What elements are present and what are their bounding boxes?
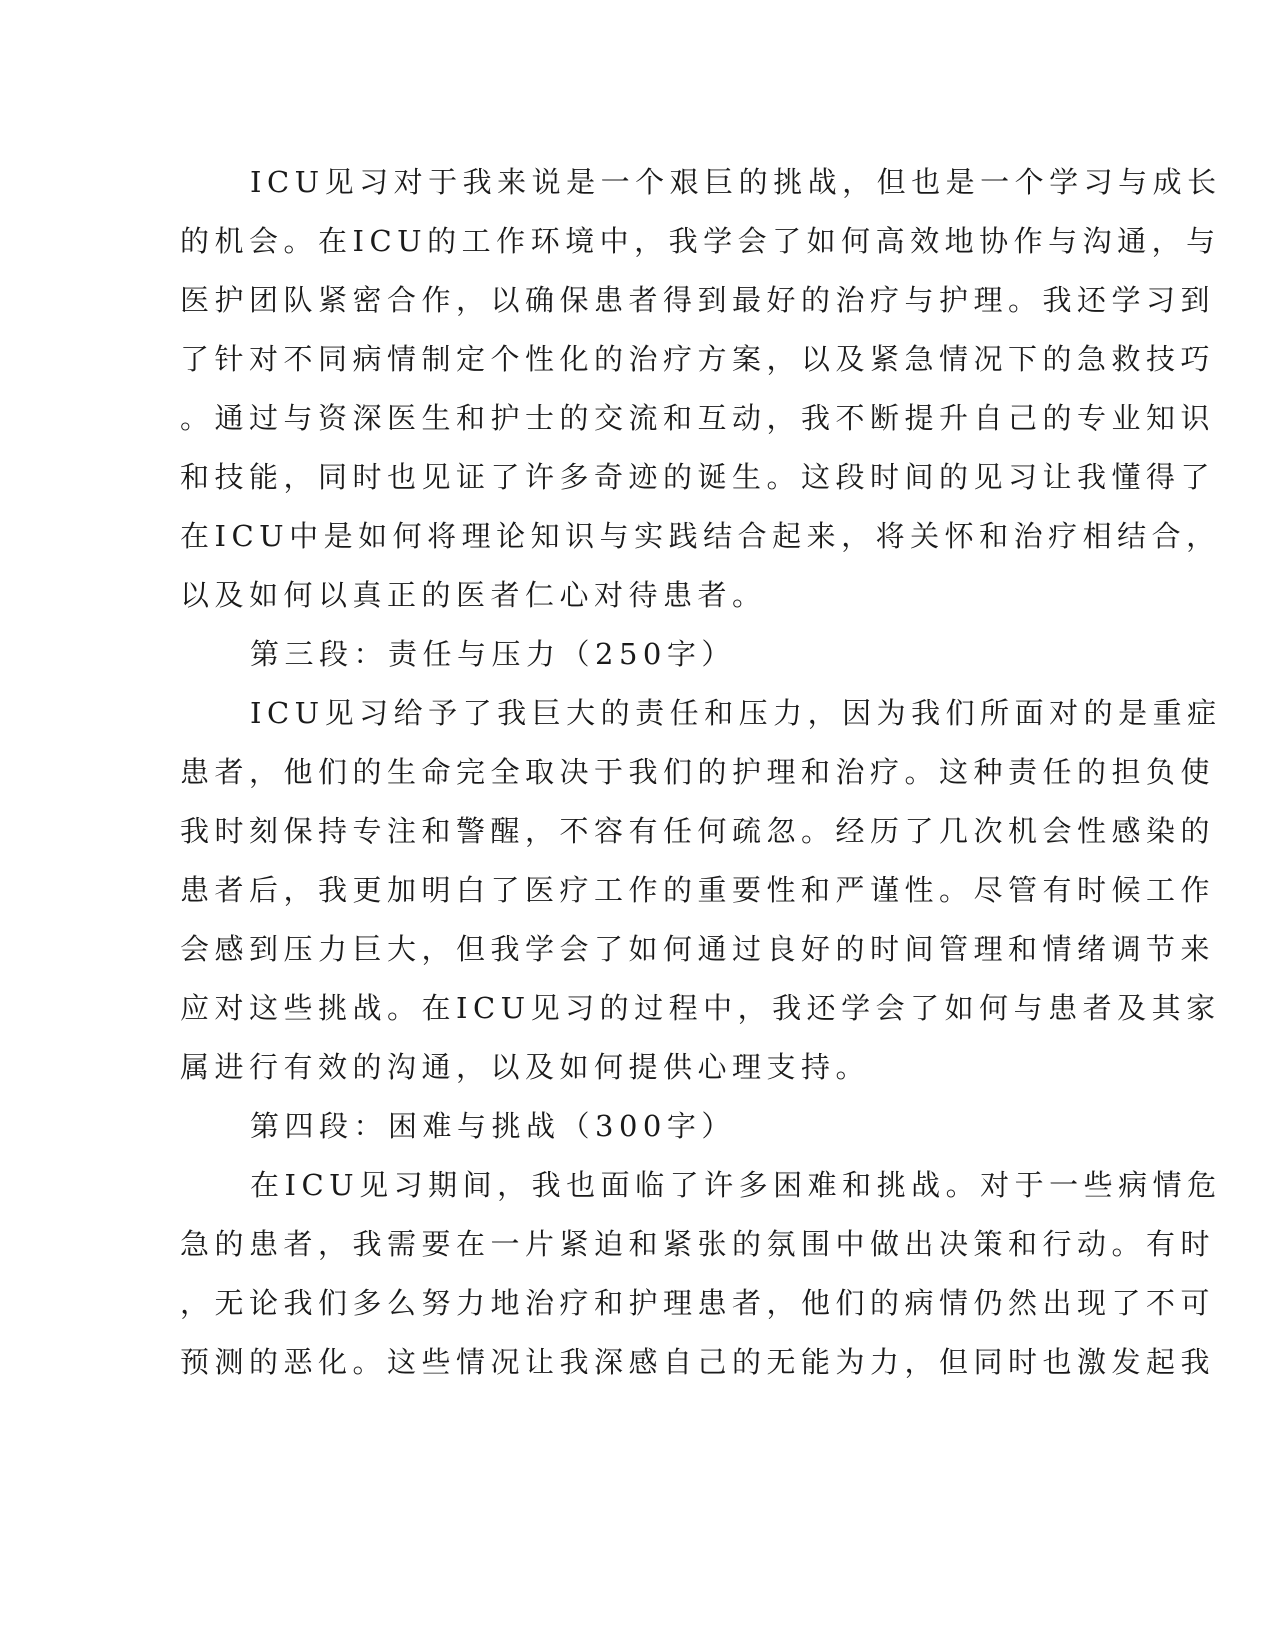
section-heading: 第四段：困难与挑战（300字） xyxy=(250,1109,736,1143)
section-heading: 第三段：责任与压力（250字） xyxy=(250,637,736,671)
text-line: 我时刻保持专注和警醒，不容有任何疏忽。经历了几次机会性感染的 xyxy=(180,814,1216,848)
text-line: 患者后，我更加明白了医疗工作的重要性和严谨性。尽管有时候工作 xyxy=(180,873,1216,907)
text-line: 属进行有效的沟通，以及如何提供心理支持。 xyxy=(180,1050,871,1084)
text-line: ICU见习对于我来说是一个艰巨的挑战，但也是一个学习与成长 xyxy=(250,165,1222,199)
text-line: 应对这些挑战。在ICU见习的过程中，我还学会了如何与患者及其家 xyxy=(180,991,1221,1025)
text-line: 了针对不同病情制定个性化的治疗方案，以及紧急情况下的急救技巧 xyxy=(180,342,1216,376)
text-line: 患者，他们的生命完全取决于我们的护理和治疗。这种责任的担负使 xyxy=(180,755,1216,789)
text-line: ICU见习给予了我巨大的责任和压力，因为我们所面对的是重症 xyxy=(250,696,1222,730)
text-line: ，无论我们多么努力地治疗和护理患者，他们的病情仍然出现了不可 xyxy=(180,1286,1216,1320)
text-line: 以及如何以真正的医者仁心对待患者。 xyxy=(180,578,767,612)
text-line: 会感到压力巨大，但我学会了如何通过良好的时间管理和情绪调节来 xyxy=(180,932,1216,966)
text-line: 和技能，同时也见证了许多奇迹的诞生。这段时间的见习让我懂得了 xyxy=(180,460,1216,494)
text-line: 预测的恶化。这些情况让我深感自己的无能为力，但同时也激发起我 xyxy=(180,1345,1216,1379)
text-line: 急的患者，我需要在一片紧迫和紧张的氛围中做出决策和行动。有时 xyxy=(180,1227,1216,1261)
text-line: 在ICU见习期间，我也面临了许多困难和挑战。对于一些病情危 xyxy=(250,1168,1222,1202)
text-line: 。通过与资深医生和护士的交流和互动，我不断提升自己的专业知识 xyxy=(180,401,1216,435)
text-line: 在ICU中是如何将理论知识与实践结合起来，将关怀和治疗相结合， xyxy=(180,519,1221,553)
text-line: 医护团队紧密合作，以确保患者得到最好的治疗与护理。我还学习到 xyxy=(180,283,1216,317)
text-line: 的机会。在ICU的工作环境中，我学会了如何高效地协作与沟通，与 xyxy=(180,224,1221,258)
